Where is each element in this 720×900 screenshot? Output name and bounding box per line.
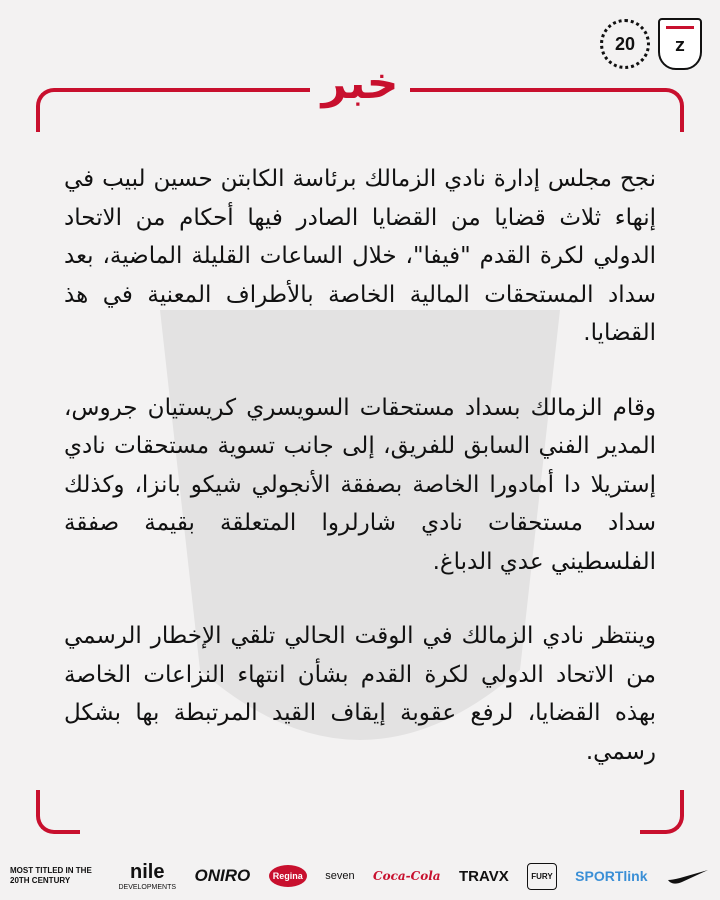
- news-article: [64, 160, 656, 807]
- nike-swoosh-icon: [666, 866, 710, 886]
- club-motto: MOST TITLED IN THE 20TH CENTURY: [10, 866, 92, 885]
- sponsor-fury: FURY: [527, 863, 556, 890]
- sponsor-oniro: ONIRO: [194, 866, 251, 885]
- sponsor-travx: TRAVX: [459, 867, 509, 885]
- sponsor-nile-sub: DEVELOPMENTS: [118, 884, 177, 891]
- sponsor-sportlink: SPORTlink: [575, 868, 648, 884]
- page-title: خبر: [321, 58, 399, 109]
- club-badge-initials: Z: [675, 39, 685, 55]
- sponsor-nile-logo: [118, 861, 176, 891]
- article-paragraph-1: نجح مجلس إدارة نادي الزمالك برئاسة الكابتن حسين لبيب في إنهاء ثلاث قضايا من القضايا الصادر فيها أحكام من الاتحاد الدولي لكرة القدم "فيفا"، خلال الساعات القليلة الماضية، بعد سداد المستحقات المالية الخاصة بالأطراف المعنية في هذ القضايا.: [64, 166, 656, 346]
- sponsor-seven: seven: [325, 870, 355, 882]
- article-paragraph-2: وقام الزمالك بسداد مستحقات السويسري كريستيان جروس، المدير الفني السابق للفريق، إلى جانب تسوية مستحقات نادي إستريلا دا أمادورا الخاصة بصفقة الأنجولي شيكو بانزا، وكذلك سداد مستحقات نادي شارلروا المتعلقة بقيمة صفقة الفلسطيني عدي الدباغ.: [64, 394, 656, 575]
- sponsor-regina: Regina: [269, 865, 307, 887]
- article-paragraph-3: وينتظر نادي الزمالك في الوقت الحالي تلقي الإخطار الرسمي من الاتحاد الدولي لكرة القدم بشأن انتهاء النزاعات الخاصة بهذه القضايا، لرفع عقوبة إيقاف القيد المرتبطة بها بشكل رسمي.: [64, 623, 656, 765]
- sponsor-bar: [0, 852, 720, 900]
- sponsor-nile: nile: [130, 861, 165, 883]
- sponsor-cocacola: Coca-Cola: [373, 869, 441, 883]
- anniversary-number: 20: [614, 33, 636, 54]
